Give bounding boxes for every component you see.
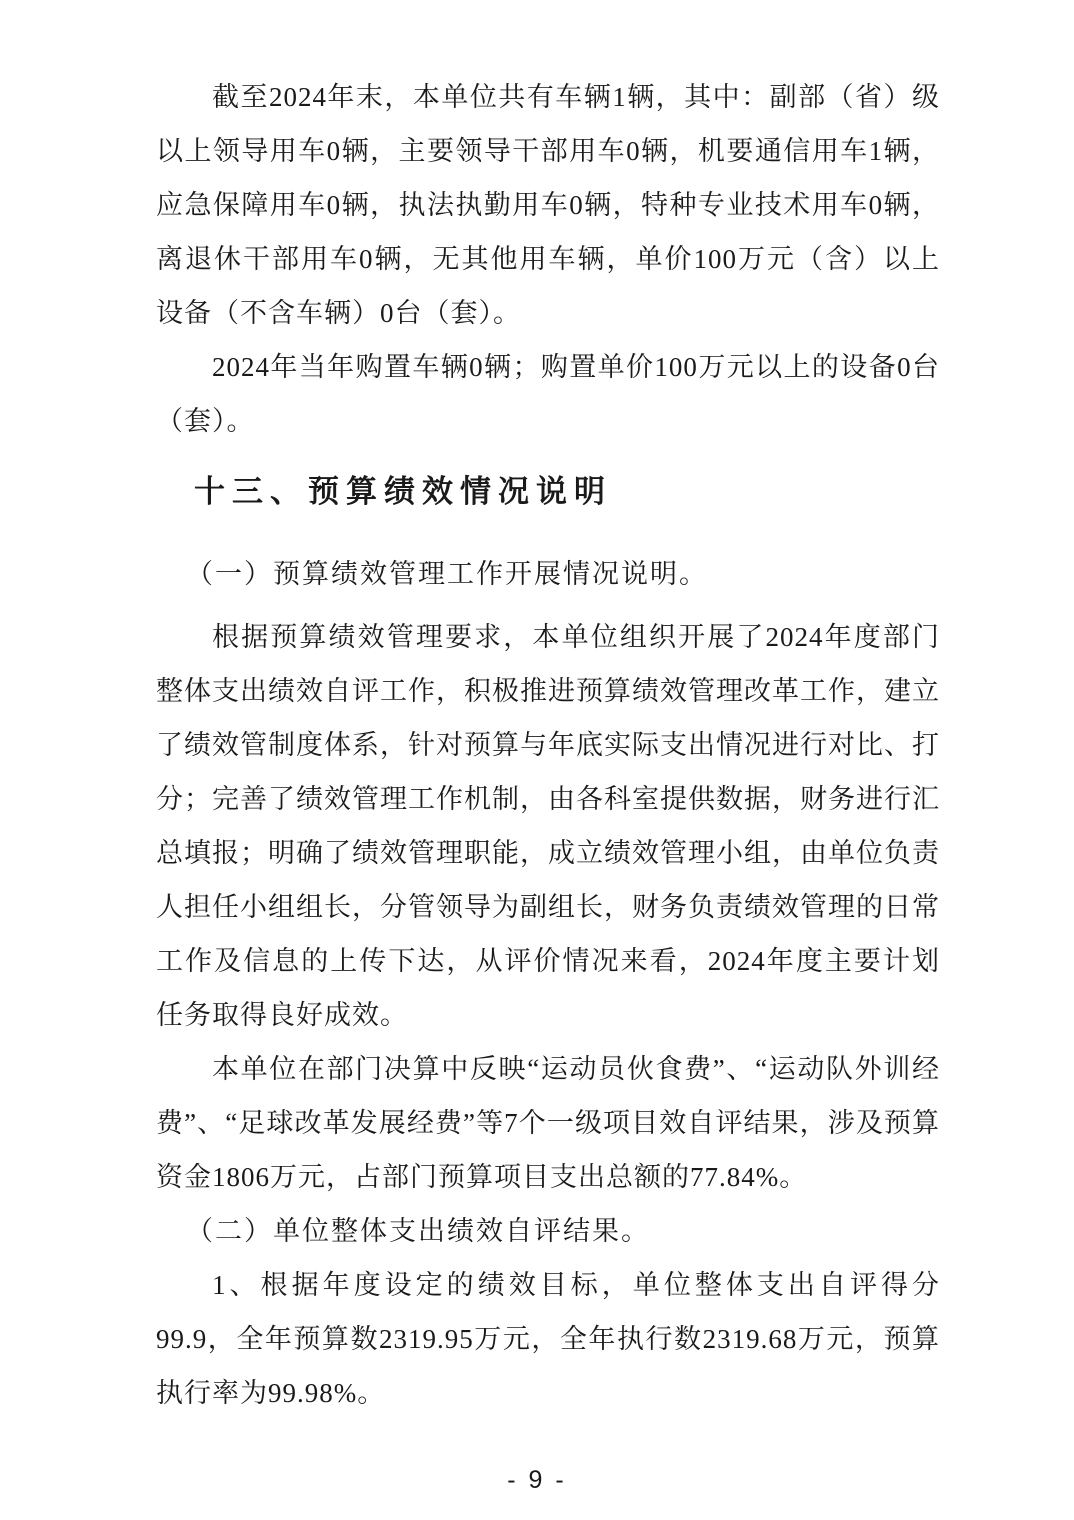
page-number: - 9 - xyxy=(507,1466,567,1494)
paragraph-purchases: 2024年当年购置车辆0辆；购置单价100万元以上的设备0台（套）。 xyxy=(156,352,940,436)
paragraph-performance-management: 根据预算绩效管理要求，本单位组织开展了2024年度部门整体支出绩效自评工作，积极推进预算绩效管理改革工作，建立了绩效管制度体系，针对预算与年底实际支出情况进行对比、打分；完善了绩效管理工作机制，由各科室提供数据，财务进行汇总填报；明确了绩效管理职能，成立绩效管理小组，由单位负责人担任小组组长，分管领导为副组长，财务负责绩效管理的日常工作及信息的上传下达，从评价情况来看，2024年度主要计划任务取得良好成效。 xyxy=(156,622,940,1030)
paragraph-overall-results: 1、根据年度设定的绩效目标，单位整体支出自评得分99.9，全年预算数2319.95万元，全年执行数2319.68万元，预算执行率为99.98%。 xyxy=(156,1270,940,1408)
section-heading-13: 十三、预算绩效情况说明 xyxy=(194,474,612,509)
paragraph-self-evaluation-projects: 本单位在部门决算中反映“运动员伙食费”、“运动队外训经费”、“足球改革发展经费”等7个一级项目效自评结果，涉及预算资金1806万元，占部门预算项目支出总额的77.84%。 xyxy=(156,1054,940,1192)
subsection-2-heading: （二）单位整体支出绩效自评结果。 xyxy=(186,1216,650,1246)
subsection-1-heading: （一）预算绩效管理工作开展情况说明。 xyxy=(186,559,708,589)
paragraph-vehicles: 截至2024年末，本单位共有车辆1辆，其中：副部（省）级以上领导用车0辆，主要领导干部用车0辆，机要通信用车1辆，应急保障用车0辆，执法执勤用车0辆，特种专业技术用车0辆，离退休干部用车0辆，无其他用车辆，单价100万元（含）以上设备（不含车辆）0台（套）。 xyxy=(156,82,940,328)
